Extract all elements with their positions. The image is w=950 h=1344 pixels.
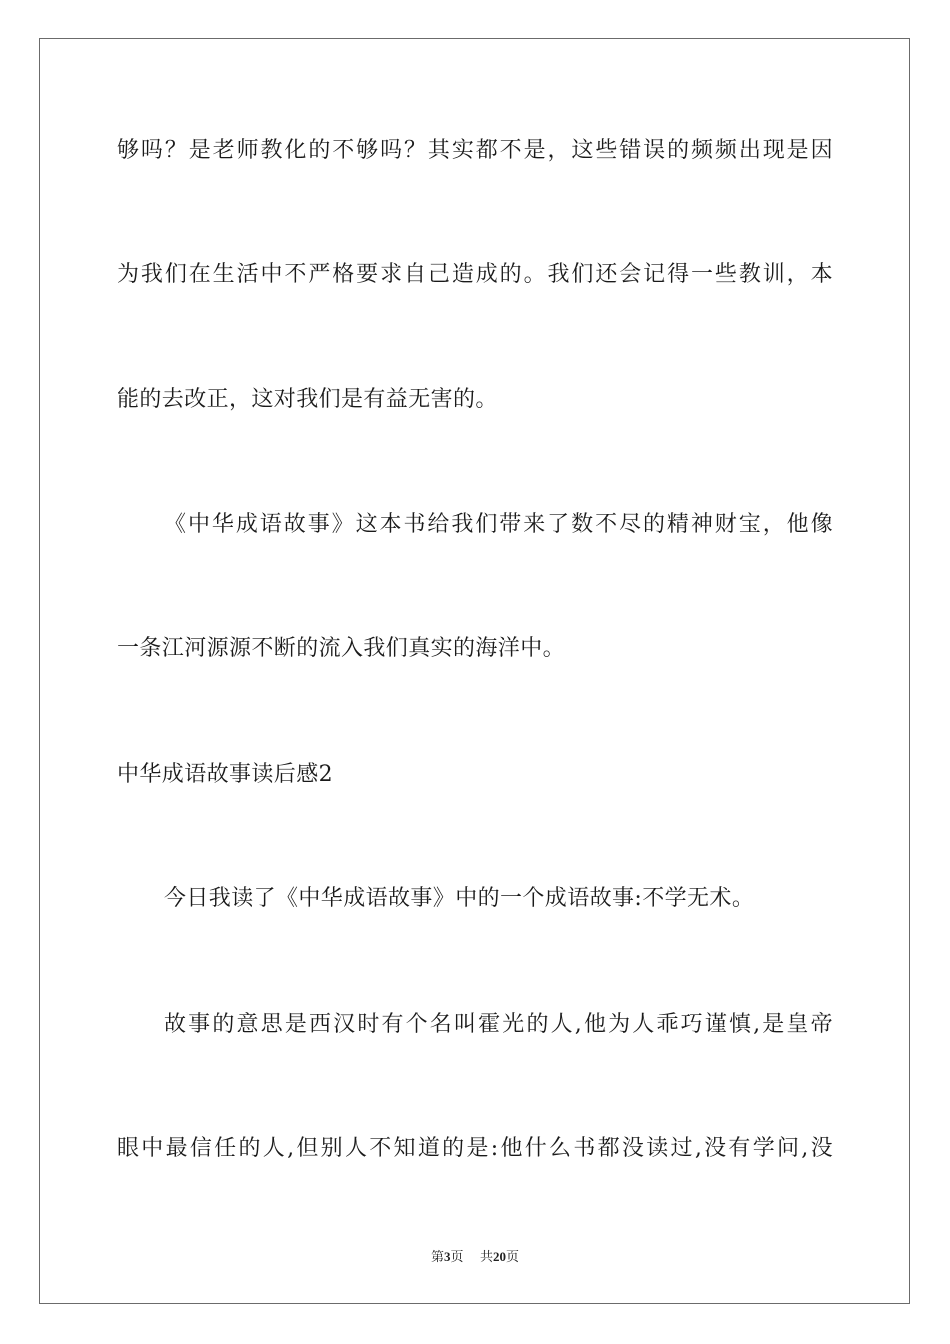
text-line: 为我们在生活中不严格要求自己造成的。我们还会记得一些教训，本 (117, 262, 833, 287)
text-line: 能的去改正，这对我们是有益无害的。 (117, 387, 498, 412)
text-line: 眼中最信任的人,但别人不知道的是:他什么书都没读过,没有学问,没 (117, 1136, 833, 1161)
page-border (39, 38, 910, 1304)
total-prefix: 共 (480, 1250, 494, 1265)
paragraph-first-line: 《中华成语故事》这本书给我们带来了数不尽的精神财宝，他像 (164, 512, 833, 537)
text-line: 够吗？是老师教化的不够吗？其实都不是，这些错误的频频出现是因 (117, 138, 833, 163)
page-prefix: 第 (430, 1250, 444, 1265)
paragraph-first-line: 故事的意思是西汉时有个名叫霍光的人,他为人乖巧谨慎,是皇帝 (164, 1012, 833, 1037)
section-heading: 中华成语故事读后感2 (117, 762, 333, 787)
page-suffix: 页 (450, 1250, 464, 1265)
page-number: 3 (443, 1249, 451, 1264)
page-footer (0, 1248, 950, 1267)
total-pages: 20 (493, 1249, 507, 1264)
total-suffix: 页 (506, 1250, 520, 1265)
paragraph-first-line: 今日我读了《中华成语故事》中的一个成语故事:不学无术。 (164, 886, 755, 911)
text-line: 一条江河源源不断的流入我们真实的海洋中。 (117, 636, 566, 661)
